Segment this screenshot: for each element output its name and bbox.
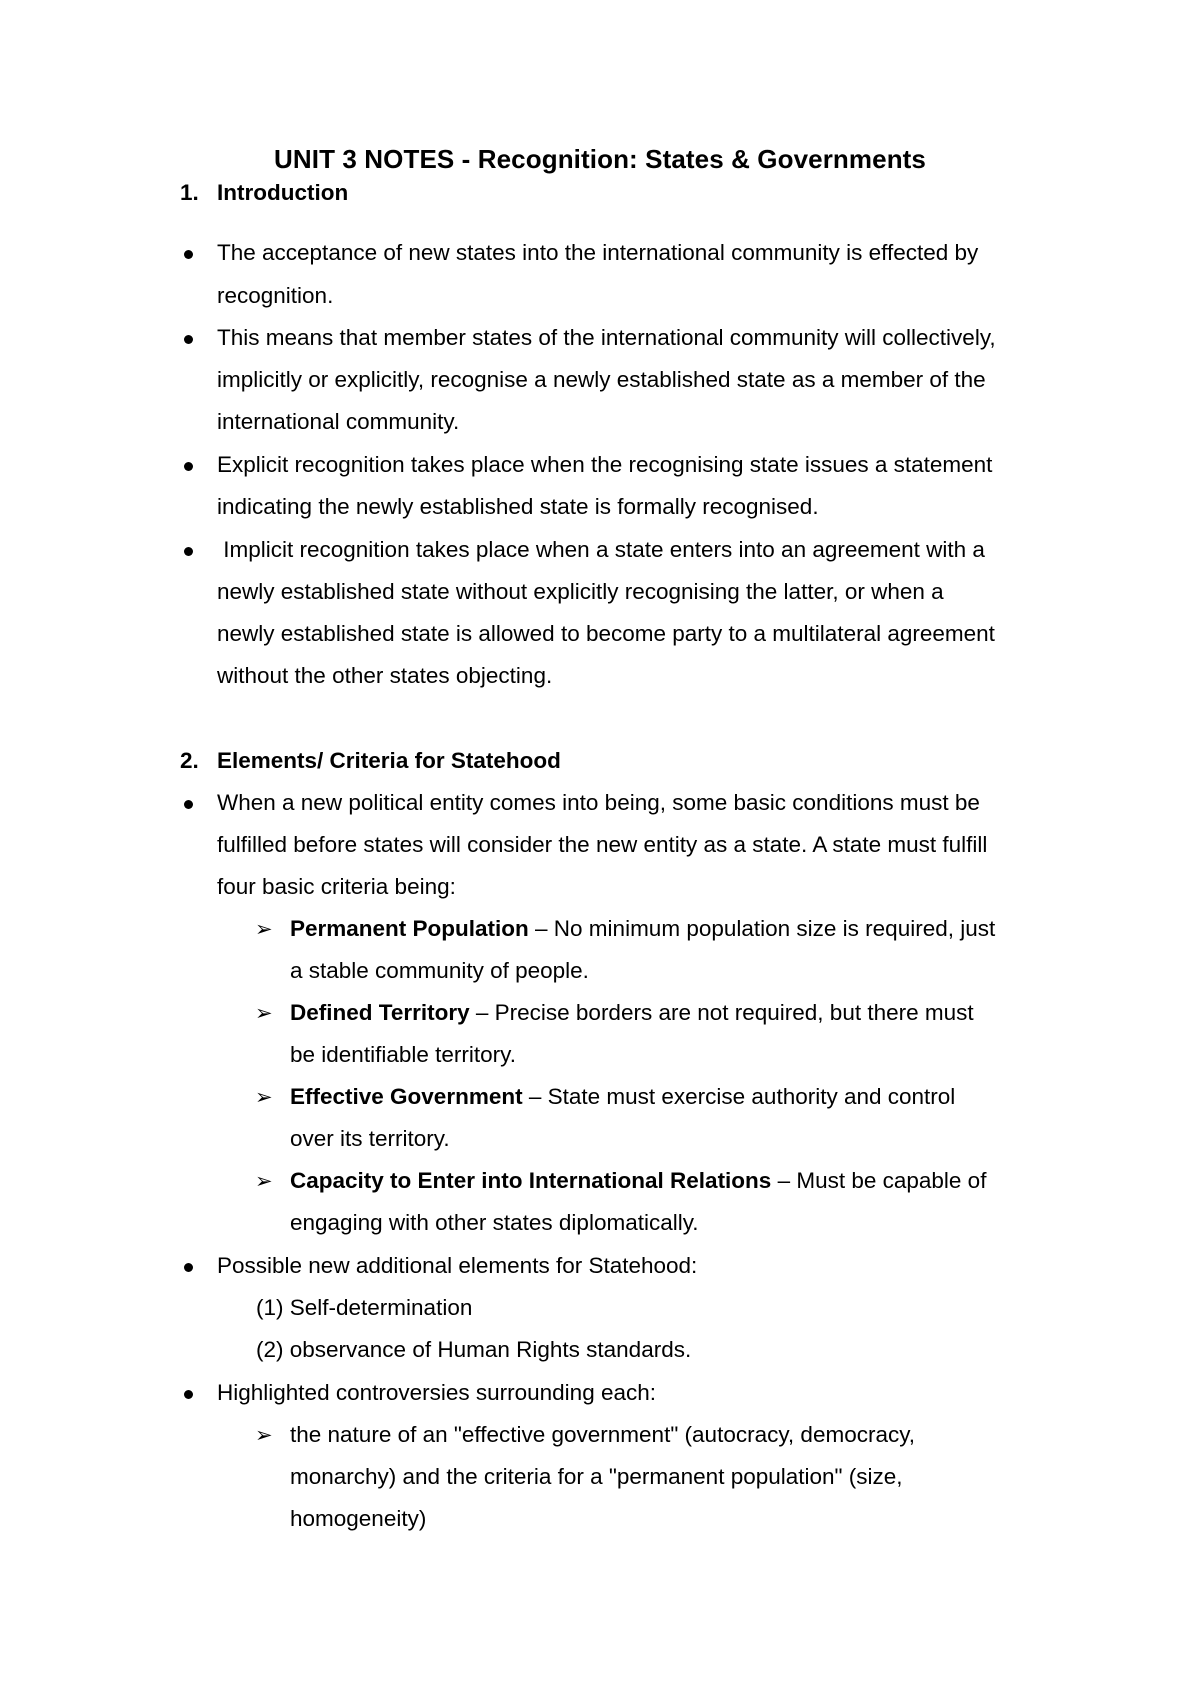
arrowhead-bullet-icon: ➢ [255, 1169, 273, 1193]
criterion-continuation: over its territory. [290, 1126, 450, 1151]
paragraph-line: fulfilled before states will consider the new entity as a state. A state must fulfill [217, 832, 988, 857]
paragraph-line: This means that member states of the international community will collectively, [217, 325, 996, 350]
criterion-description: – Must be capable of [771, 1168, 987, 1193]
controversy-line: the nature of an "effective government" (autocracy, democracy, [290, 1422, 916, 1447]
bullet-dot-icon [184, 250, 193, 259]
arrowhead-bullet-icon: ➢ [255, 1001, 273, 1025]
paragraph-line: four basic criteria being: [217, 874, 456, 899]
criterion-term: Capacity to Enter into International Relations [290, 1168, 772, 1193]
criterion-description: – No minimum population size is required, just [528, 916, 996, 941]
controversy-line: homogeneity) [290, 1506, 427, 1531]
arrowhead-bullet-icon: ➢ [255, 1085, 273, 1109]
criterion-line [290, 1166, 986, 1196]
section-2-heading: Elements/ Criteria for Statehood [217, 748, 561, 773]
criterion-line [290, 998, 974, 1028]
criterion-line [290, 1082, 955, 1112]
paragraph-line: international community. [217, 409, 460, 434]
bullet-dot-icon [184, 547, 193, 556]
criterion-term: Effective Government [290, 1084, 523, 1109]
criterion-term: Permanent Population [290, 916, 529, 941]
criterion-continuation: engaging with other states diplomatically. [290, 1210, 699, 1235]
arrowhead-bullet-icon: ➢ [255, 1423, 273, 1447]
criterion-continuation: be identifiable territory. [290, 1042, 516, 1067]
arrowhead-bullet-icon: ➢ [255, 917, 273, 941]
page-title: UNIT 3 NOTES - Recognition: States & Governments [274, 144, 926, 174]
additional-element: (2) observance of Human Rights standards. [256, 1337, 692, 1362]
bullet-dot-icon [184, 335, 193, 344]
bullet-dot-icon [184, 462, 193, 471]
paragraph-line: newly established state is allowed to become party to a multilateral agreement [217, 621, 995, 646]
paragraph-line: recognition. [217, 283, 334, 308]
paragraph-line: When a new political entity comes into being, some basic conditions must be [217, 790, 980, 815]
bullet-dot-icon [184, 800, 193, 809]
paragraph-line: implicitly or explicitly, recognise a newly established state as a member of the [217, 367, 986, 392]
paragraph-line: indicating the newly established state is formally recognised. [217, 494, 819, 519]
section-1-number: 1. [180, 180, 199, 205]
criterion-term: Defined Territory [290, 1000, 470, 1025]
paragraph-line: Highlighted controversies surrounding each: [217, 1380, 657, 1405]
criterion-line [290, 914, 995, 944]
paragraph-line: newly established state without explicitly recognising the latter, or when a [217, 579, 944, 604]
bullet-dot-icon [184, 1390, 193, 1399]
paragraph-line: Implicit recognition takes place when a state enters into an agreement with a [217, 537, 985, 562]
paragraph-line: The acceptance of new states into the international community is effected by [217, 240, 979, 265]
section-1-heading: Introduction [217, 180, 349, 205]
bullet-dot-icon [184, 1263, 193, 1272]
additional-element: (1) Self-determination [256, 1295, 473, 1320]
paragraph-line: Possible new additional elements for Statehood: [217, 1253, 698, 1278]
section-2-number: 2. [180, 748, 199, 773]
controversy-line: monarchy) and the criteria for a "permanent population" (size, [290, 1464, 903, 1489]
paragraph-line: without the other states objecting. [217, 663, 553, 688]
paragraph-line: Explicit recognition takes place when the recognising state issues a statement [217, 452, 993, 477]
criterion-description: – Precise borders are not required, but there must [469, 1000, 974, 1025]
criterion-description: – State must exercise authority and control [522, 1084, 956, 1109]
criterion-continuation: a stable community of people. [290, 958, 589, 983]
